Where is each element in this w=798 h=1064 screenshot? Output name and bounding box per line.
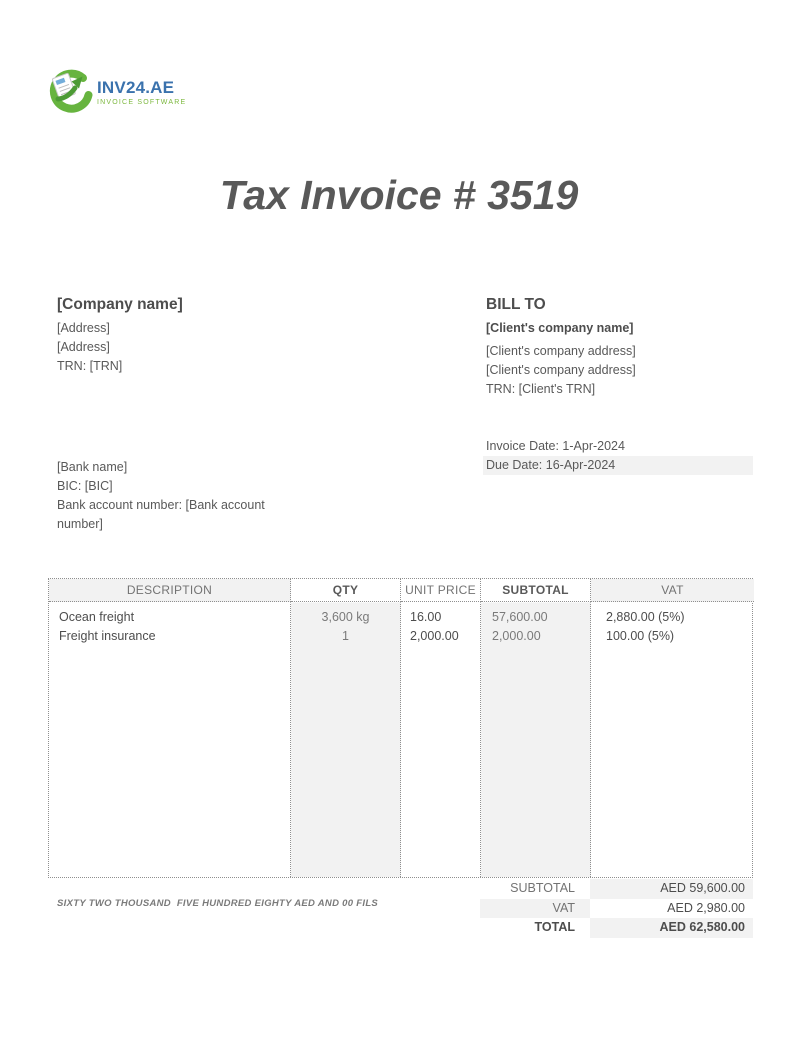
column-header-qty: QTY [291, 579, 401, 602]
qty-column [291, 602, 401, 877]
logo-name: INV24.AE [97, 77, 175, 97]
seller-company-name: [Company name] [57, 296, 183, 313]
totals-summary [480, 879, 753, 938]
client-trn: TRN: [Client's TRN] [486, 382, 596, 396]
summary-vat-value: AED 2,980.00 [667, 900, 745, 915]
item-qty: 1 [342, 629, 349, 643]
item-subtotal: 2,000.00 [492, 629, 541, 643]
column-header-subtotal: SUBTOTAL [481, 579, 591, 602]
column-header-description: DESCRIPTION [49, 579, 291, 602]
bank-details [57, 458, 302, 534]
vat-column [591, 602, 754, 877]
subtotal-column [481, 602, 591, 877]
inv24-logo-icon [46, 69, 94, 114]
client-company-name: [Client's company name] [486, 321, 634, 335]
summary-subtotal-label: SUBTOTAL [510, 881, 575, 895]
item-description: Freight insurance [59, 629, 156, 643]
summary-subtotal-value: AED 59,600.00 [590, 879, 753, 899]
logo-tagline: INVOICE SOFTWARE [97, 98, 187, 106]
client-address-line1: [Client's company address] [486, 344, 636, 358]
summary-total-value: AED 62,580.00 [590, 918, 753, 938]
bank-account-line1: Bank account number: [Bank account [57, 498, 265, 512]
summary-total-label: TOTAL [534, 920, 575, 934]
column-header-vat: VAT [591, 579, 754, 602]
seller-info [57, 295, 317, 376]
column-header-unit-price: UNIT PRICE [401, 579, 481, 602]
logo-text-block [97, 78, 186, 106]
bank-account-line2: number] [57, 517, 103, 531]
description-column [49, 602, 291, 877]
item-subtotal: 57,600.00 [492, 610, 548, 624]
invoice-date: Invoice Date: 1-Apr-2024 [486, 439, 625, 453]
item-description: Ocean freight [59, 610, 135, 624]
client-address-line2: [Client's company address] [486, 363, 636, 377]
item-vat: 2,880.00 (5%) [606, 610, 685, 624]
invoice-title: Tax Invoice # 3519 [219, 172, 579, 218]
summary-vat-label: VAT [480, 899, 590, 919]
seller-address-line2: [Address] [57, 340, 110, 354]
due-date: Due Date: 16-Apr-2024 [483, 456, 753, 475]
bill-to-heading: BILL TO [486, 296, 546, 313]
item-qty: 3,600 kg [321, 610, 370, 624]
bill-to-section [486, 295, 756, 399]
items-table [48, 578, 753, 878]
bank-bic: BIC: [BIC] [57, 479, 113, 493]
logo [46, 69, 186, 114]
bank-name: [Bank name] [57, 460, 128, 474]
item-unit-price: 2,000.00 [410, 629, 459, 643]
seller-address-line1: [Address] [57, 321, 110, 335]
item-unit-price: 16.00 [410, 610, 442, 624]
item-vat: 100.00 (5%) [606, 629, 675, 643]
unit-price-column [401, 602, 481, 877]
seller-trn: TRN: [TRN] [57, 359, 123, 373]
amount-in-words: SIXTY TWO THOUSAND FIVE HUNDRED EIGHTY AED AND 00 FILS [57, 898, 379, 909]
dates-section [483, 437, 753, 475]
